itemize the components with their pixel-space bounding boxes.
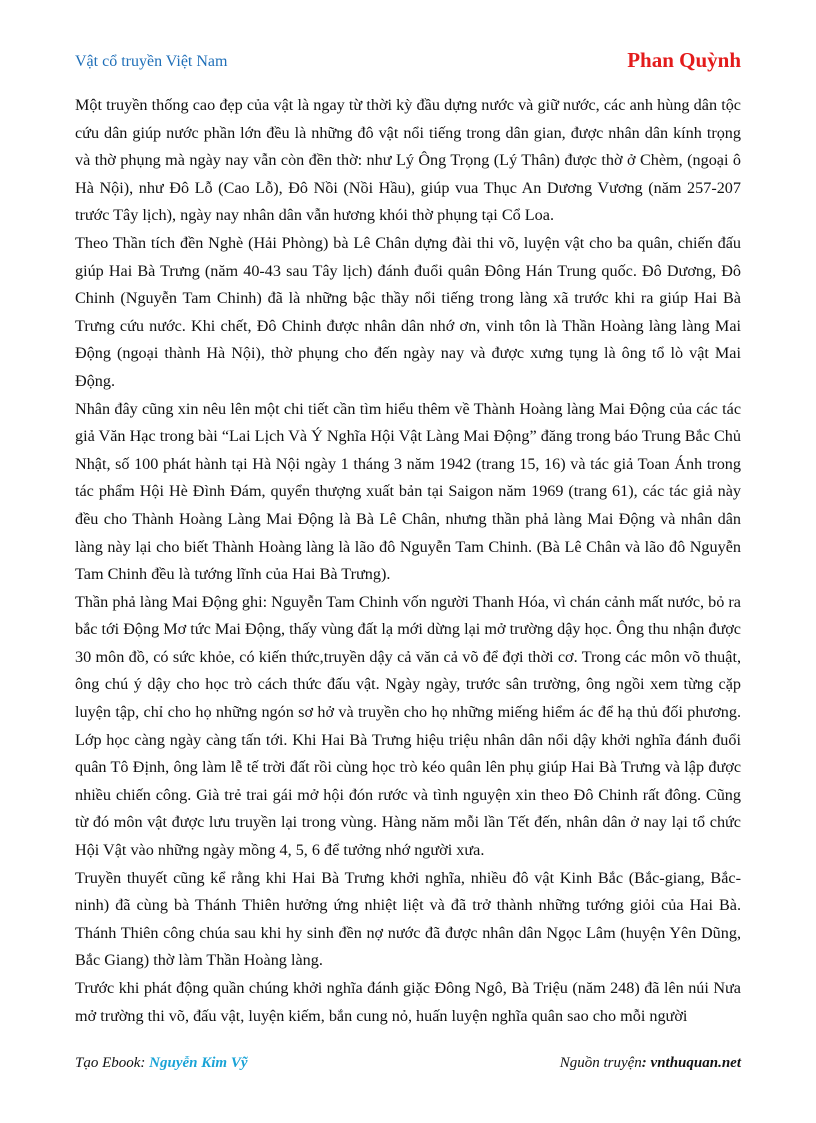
author-name: Phan Quỳnh xyxy=(627,48,741,72)
source-label: Nguồn truyện xyxy=(559,1055,642,1071)
paragraph: Thần phả làng Mai Động ghi: Nguyễn Tam Chinh vốn người Thanh Hóa, vì chán cảnh mất nước, bỏ ra bắc tới Động Mơ tức Mai Động, thấy vùng đất lạ mới dừng lại mở trường dậy học. Ông thu nhận được 30 môn đồ, có sức khỏe, có kiến thức,truyền dậy cả văn cả võ để đợi thời cơ. Trong các môn võ thuật, ông chú ý dậy cho học trò cách thức đấu vật. Ngày ngày, trước sân trường, ông ngồi xem từng cặp luyện tập, chỉ cho họ những ngón sơ hở và truyền cho họ những miếng hiểm ác để hạ thủ đối phương. Lớp học càng ngày càng tấn tới. Khi Hai Bà Trưng hiệu triệu nhân dân nổi dậy khởi nghĩa đánh đuổi quân Tô Định, ông làm lễ tế trời đất rồi cùng học trò kéo quân lên phụ giúp Hai Bà Trưng và lập được nhiều chiến công. Già trẻ trai gái mở hội đón rước và tình nguyện xin theo Đô Chinh rất đông. Cũng từ đó môn vật được lưu truyền lại trong vùng. Hàng năm mỗi lần Tết đến, nhân dân ở nay lại tổ chức Hội Vật vào những ngày mồng 4, 5, 6 để tưởng nhớ người xưa. xyxy=(75,592,741,860)
book-title: Vật cổ truyền Việt Nam xyxy=(75,53,228,70)
ebook-separator: : xyxy=(140,1055,150,1071)
paragraph: Truyền thuyết cũng kể rằng khi Hai Bà Trưng khởi nghĩa, nhiều đô vật Kinh Bắc (Bắc-giang, Bắc-ninh) đã cùng bà Thánh Thiên hưởng ứng nhiệt liệt và đã trở thành những tướng giỏi của Hai Bà. Thánh Thiên công chúa sau khi hy sinh đền nợ nước đã được nhân dân Ngọc Lâm (huyện Yên Dũng, Bắc Giang) thờ làm Thần Hoàng làng. xyxy=(75,868,741,970)
source-credit xyxy=(560,1055,741,1072)
paragraph: Trước khi phát động quần chúng khởi nghĩa đánh giặc Đông Ngô, Bà Triệu (năm 248) đã lên núi Nưa mở trường thi võ, đấu vật, luyện kiếm, bắn cung nỏ, huấn luyện nghĩa quân sao cho mỗi người xyxy=(75,979,741,1025)
paragraph: Theo Thần tích đền Nghè (Hải Phòng) bà Lê Chân dựng đài thi võ, luyện vật cho ba quân, chiến đấu giúp Hai Bà Trưng (năm 40-43 sau Tây lịch) đánh đuổi quân Đông Hán Trung quốc. Đô Dương, Đô Chinh (Nguyễn Tam Chinh) đã là những bậc thầy nổi tiếng trong làng xã trước khi ra giúp Hai Bà Trưng cứu nước. Khi chết, Đô Chinh được nhân dân nhớ ơn, vinh tôn là Thần Hoàng làng làng Mai Động (ngoại thành Hà Nội), thờ phụng cho đến ngày nay và được xưng tụng là ông tổ lò vật Mai Động. xyxy=(75,233,741,390)
source-separator: : xyxy=(641,1055,651,1071)
page-body xyxy=(75,92,741,1037)
ebook-credit xyxy=(75,1055,248,1072)
page-footer xyxy=(75,1055,741,1077)
paragraph: Nhân đây cũng xin nêu lên một chi tiết cần tìm hiểu thêm về Thành Hoàng làng Mai Động của các tác giả Văn Hạc trong bài “Lai Lịch Và Ý Nghĩa Hội Vật Làng Mai Động” đăng trong báo Trung Bắc Chủ Nhật, số 100 phát hành tại Hà Nội ngày 1 tháng 3 năm 1942 (trang 15, 16) và tác giả Toan Ánh trong tác phẩm Hội Hè Đình Đám, quyển thượng xuất bản tại Saigon năm 1969 (trang 61), các tác giả này đều cho Thành Hoàng Làng Mai Động là Bà Lê Chân, nhưng thần phả làng Mai Động và nhân dân làng này lại cho biết Thành Hoàng làng là lão đô Nguyễn Tam Chinh. (Bà Lê Chân và lão đô Nguyễn Tam Chinh đều là tướng lĩnh của Hai Bà Trưng). xyxy=(75,399,741,584)
source-site: vnthuquan.net xyxy=(650,1055,741,1071)
ebook-label: Tạo Ebook xyxy=(75,1055,141,1071)
paragraph: Một truyền thống cao đẹp của vật là ngay từ thời kỳ đầu dựng nước và giữ nước, các anh hùng dân tộc cứu dân giúp nước phần lớn đều là những đô vật nổi tiếng trong dân gian, được nhân dân kính trọng và thờ phụng mà ngày nay vẫn còn đền thờ: như Lý Ông Trọng (Lý Thân) được thờ ở Chèm, (ngoại ô Hà Nội), như Đô Lỗ (Cao Lỗ), Đô Nồi (Nồi Hầu), giúp vua Thục An Dương Vương (năm 257-207 trước Tây lịch), ngày nay nhân dân vẫn hương khói thờ phụng tại Cổ Loa. xyxy=(75,96,741,225)
ebook-creator-name: Nguyễn Kim Vỹ xyxy=(149,1055,248,1071)
page-header xyxy=(75,48,741,78)
